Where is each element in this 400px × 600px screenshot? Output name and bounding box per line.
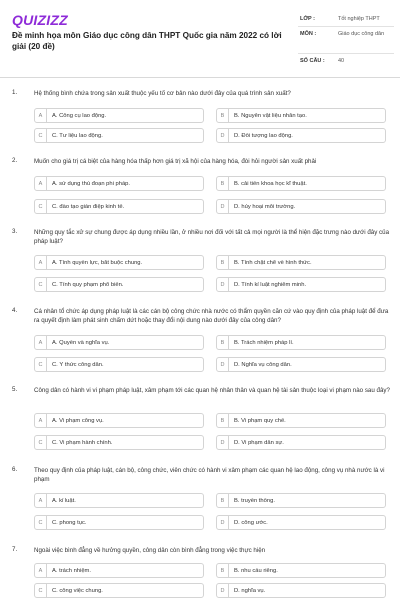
option-text: A. Vi phạm công vụ. (52, 417, 104, 424)
question-text: Những quy tắc xử sự chung được áp dụng nhiều lần, ở nhiều nơi đối với tất cả mọi người là thể hiện đặc trưng nào dưới đây của pháp luật? (34, 229, 390, 245)
option-c[interactable] (34, 357, 204, 372)
option-text: A. Tính quyền lực, bắt buộc chung. (52, 259, 143, 266)
option-a[interactable] (34, 108, 204, 123)
meta-subject-row (298, 27, 394, 54)
option-letter: B (217, 564, 229, 577)
question-text: Công dân có hành vi vi phạm pháp luật, xâm phạm tới các quan hệ nhân thân và quan hệ tài sản thuộc loại vi phạm nào sau đây? (34, 387, 390, 394)
meta-class-row (298, 12, 394, 27)
option-letter: D (217, 129, 229, 142)
meta-count-value: 40 (338, 58, 345, 64)
quiz-meta-box (298, 12, 394, 68)
option-text: D. Tính kỉ luật nghiêm minh. (234, 281, 307, 288)
option-d[interactable] (216, 128, 386, 143)
option-letter: A (35, 336, 47, 349)
option-text: D. Nghĩa vụ công dân. (234, 361, 292, 368)
option-a[interactable] (34, 255, 204, 270)
option-b[interactable] (216, 563, 386, 578)
option-text: C. Vi phạm hành chính. (52, 439, 113, 446)
option-d[interactable] (216, 357, 386, 372)
quizizz-logo: QUIZIZZ (12, 12, 68, 28)
option-text: C. Tính quy phạm phổ biến. (52, 281, 124, 288)
option-letter: D (217, 278, 229, 291)
option-a[interactable] (34, 413, 204, 428)
option-letter: C (35, 436, 47, 449)
option-letter: C (35, 129, 47, 142)
option-letter: A (35, 564, 47, 577)
option-text: C. công việc chung. (52, 587, 103, 594)
worksheet-header (0, 0, 400, 78)
option-letter: A (35, 256, 47, 269)
option-letter: D (217, 200, 229, 213)
option-letter: C (35, 358, 47, 371)
option-b[interactable] (216, 108, 386, 123)
option-a[interactable] (34, 563, 204, 578)
option-c[interactable] (34, 435, 204, 450)
option-text: B. Nguyên vật liệu nhân tạo. (234, 112, 307, 119)
option-d[interactable] (216, 199, 386, 214)
option-letter: B (217, 414, 229, 427)
option-c[interactable] (34, 199, 204, 214)
option-a[interactable] (34, 176, 204, 191)
option-text: A. trách nhiệm. (52, 567, 91, 574)
question-number: 2. (12, 157, 18, 164)
option-letter: C (35, 278, 47, 291)
option-text: B. Trách nhiệm pháp lí. (234, 339, 294, 346)
option-text: A. Công cụ lao động. (52, 112, 107, 119)
option-text: A. sử dụng thủ đoạn phi pháp. (52, 180, 131, 187)
option-b[interactable] (216, 255, 386, 270)
question-number: 5. (12, 386, 18, 393)
option-text: C. Tư liệu lao động. (52, 132, 103, 139)
option-letter: D (217, 516, 229, 529)
option-b[interactable] (216, 335, 386, 350)
question-text: Hệ thống bình chứa trong sản xuất thuộc yếu tố cơ bản nào dưới đây của quá trình sản xuất? (34, 90, 291, 97)
option-b[interactable] (216, 176, 386, 191)
option-c[interactable] (34, 128, 204, 143)
option-text: B. cải tiến khoa học kĩ thuật. (234, 180, 307, 187)
option-letter: B (217, 109, 229, 122)
option-letter: C (35, 200, 47, 213)
option-letter: B (217, 177, 229, 190)
question-number: 3. (12, 228, 18, 235)
option-letter: D (217, 436, 229, 449)
option-b[interactable] (216, 413, 386, 428)
question-number: 4. (12, 307, 18, 314)
option-letter: A (35, 494, 47, 507)
quiz-title: Đề minh họa môn Giáo dục công dân THPT Quốc gia năm 2022 có lời giải (20 đề) (12, 31, 282, 51)
option-text: D. Vi phạm dân sự. (234, 439, 284, 446)
option-letter: B (217, 494, 229, 507)
question-number: 6. (12, 466, 18, 473)
option-d[interactable] (216, 583, 386, 598)
question-number: 1. (12, 89, 18, 96)
meta-class-value: Tốt nghiệp THPT (338, 16, 380, 22)
option-d[interactable] (216, 435, 386, 450)
option-letter: D (217, 584, 229, 597)
option-text: D. Đối tượng lao động. (234, 132, 293, 139)
option-b[interactable] (216, 493, 386, 508)
meta-count-row (298, 54, 394, 68)
option-letter: B (217, 256, 229, 269)
option-a[interactable] (34, 335, 204, 350)
meta-subject-label: MÔN : (300, 31, 317, 37)
option-d[interactable] (216, 515, 386, 530)
meta-subject-value: Giáo dục công dân (338, 31, 385, 37)
option-letter: B (217, 336, 229, 349)
option-text: C. đào tạo gián điệp kinh tế. (52, 203, 125, 210)
option-text: B. truyền thống. (234, 497, 275, 504)
meta-class-label: LỚP : (300, 16, 315, 22)
question-number: 7. (12, 546, 18, 553)
option-letter: D (217, 358, 229, 371)
option-text: B. Vi phạm quy chế. (234, 417, 286, 424)
option-c[interactable] (34, 277, 204, 292)
question-text: Theo quy định của pháp luật, cán bộ, công chức, viên chức có hành vi xâm phạm các quan hệ lao động, công vụ nhà nước là vi phạm (34, 467, 385, 483)
option-d[interactable] (216, 277, 386, 292)
option-letter: A (35, 177, 47, 190)
option-text: A. kỉ luật. (52, 497, 76, 504)
option-a[interactable] (34, 493, 204, 508)
option-text: A. Quyền và nghĩa vụ. (52, 339, 110, 346)
option-letter: A (35, 414, 47, 427)
option-letter: C (35, 516, 47, 529)
option-text: B. Tính chặt chẽ về hình thức. (234, 259, 312, 266)
option-text: D. hủy hoại môi trường. (234, 203, 296, 210)
question-text: Muốn cho giá trị cá biệt của hàng hóa thấp hơn giá trị xã hội của hàng hóa, đòi hỏi người sản xuất phải (34, 158, 317, 165)
option-c[interactable] (34, 515, 204, 530)
question-text: Cá nhân tổ chức áp dụng pháp luật là các cán bộ công chức nhà nước có thẩm quyền căn cứ vào quy định của pháp luật để đưa ra quyết định làm phát sinh chấm dứt hoặc thay đổi nội dung nào dưới đây của công dân? (34, 308, 389, 324)
option-text: D. công ước. (234, 519, 268, 526)
option-letter: C (35, 584, 47, 597)
question-text: Ngoài việc bình đẳng về hưởng quyền, công dân còn bình đẳng trong việc thực hiện (34, 547, 266, 554)
option-text: B. nhu cầu riêng. (234, 567, 278, 574)
option-text: C. Ý thức công dân. (52, 361, 104, 368)
option-text: C. phong tục. (52, 519, 87, 526)
meta-count-label: SỐ CÂU : (300, 58, 325, 64)
option-c[interactable] (34, 583, 204, 598)
option-letter: A (35, 109, 47, 122)
option-text: D. nghĩa vụ. (234, 587, 266, 594)
